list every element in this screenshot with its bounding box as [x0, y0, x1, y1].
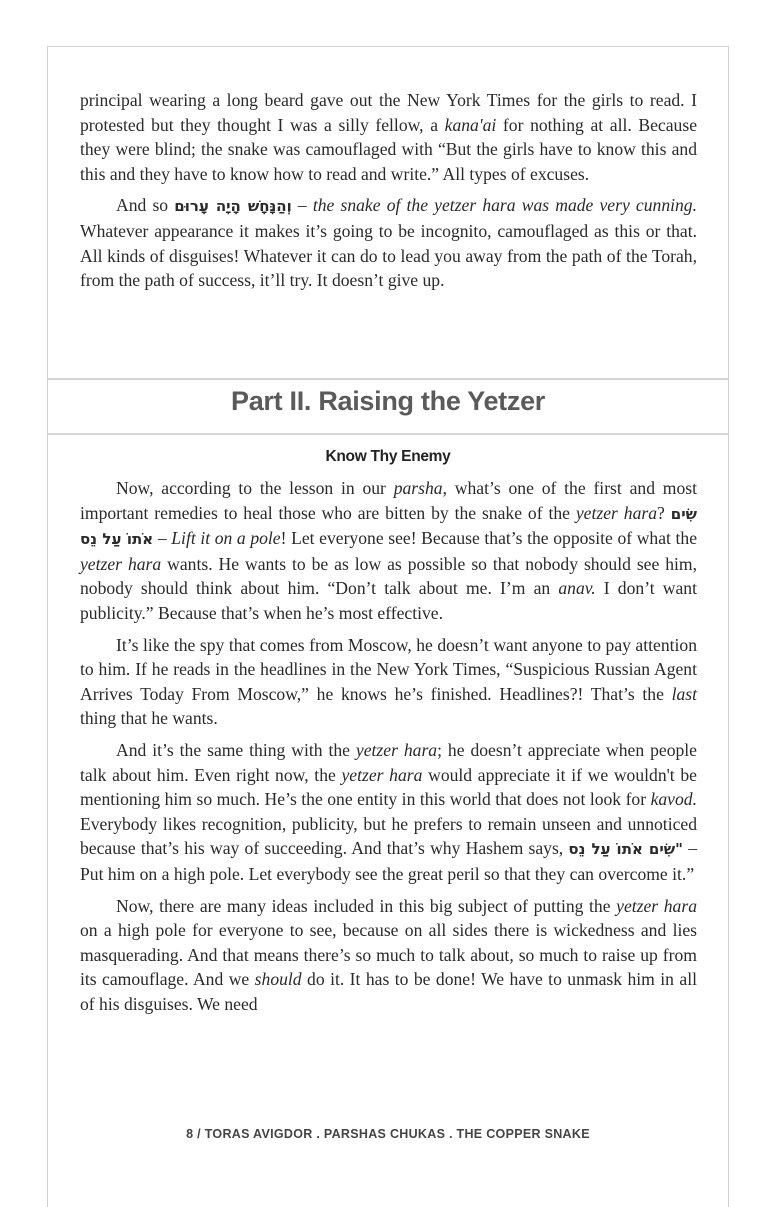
paragraph	[80, 894, 697, 1017]
paragraph	[80, 88, 697, 186]
text-run: would appreciate it if we wouldn't be mentioning him so much. He’s the one entity in this world that does not look for	[80, 764, 697, 810]
text-run: ! Let everyone see! Because that’s the opposite of what the	[280, 528, 698, 549]
italic-text: should	[254, 969, 302, 990]
italic-text: yetzer hara	[616, 895, 697, 916]
text-run: principal wearing a long beard gave out the New York Times for the girls to read. I protested but they thought I was a silly fellow, a	[80, 90, 697, 135]
hebrew-quote: "שִׂים אֹתוֹ עַל נֵס	[568, 840, 683, 859]
main-text-block	[80, 476, 697, 1023]
paragraph	[80, 193, 697, 292]
italic-text: anav.	[558, 578, 596, 599]
italic-text: yetzer hara	[575, 502, 658, 523]
italic-text: yetzer hara	[80, 553, 162, 574]
text-run: do it. It has to be done! We have to unmask him in all of his disguises. We need	[80, 969, 697, 1014]
hebrew-quote: שִׂים אֹתוֹ עַל נֵס	[80, 504, 697, 549]
text-run: And so	[116, 195, 175, 216]
italic-text: yetzer hara	[341, 764, 423, 785]
italic-text: Lift it on a pole	[171, 528, 281, 549]
paragraph	[80, 738, 697, 887]
text-run: And it’s the same thing with the	[116, 739, 356, 760]
italic-text: kavod.	[650, 789, 697, 810]
text-run: It’s like the spy that comes from Moscow, he doesn’t want anyone to pay attention to him. If he reads in the headlines in the New York Times, “Suspicious Russian Agent Arrives Today From Moscow,” he knows he’s finished. Headlines?! That’s the	[80, 634, 697, 704]
text-run: –	[153, 528, 172, 549]
text-run: –	[291, 195, 313, 216]
part-title: Part II. Raising the Yetzer	[230, 386, 545, 416]
text-run: , what’s one of the first and most important remedies to heal those who are bitten by the snake of the	[80, 478, 698, 523]
divider-top	[47, 378, 729, 380]
italic-text: yetzer hara	[355, 739, 438, 760]
text-run: ; he doesn’t appreciate when people talk about him. Even right now, the	[80, 739, 697, 785]
text-run: I don’t want publicity.” Because that’s when he’s most effective.	[80, 578, 697, 623]
text-run: on a high pole for everyone to see, because on all sides there is wickedness and lies masquerading. And that means there’s so much to talk about, so much to raise up from its camouflage. And we	[80, 920, 697, 990]
text-run: Whatever appearance it makes it’s going to be incognito, camouflaged as this or that. All kinds of disguises! Whatever it can do to lead you away from the path of the Torah, from the path of success, it’ll try. It doesn’t give up.	[80, 220, 697, 291]
text-run: ?	[657, 502, 671, 523]
text-run: – Put him on a high pole. Let everybody see the great peril so that they can overcome it.”	[80, 838, 697, 884]
italic-text: parsha	[393, 478, 443, 498]
page-footer: 8 / TORAS AVIGDOR . PARSHAS CHUKAS . THE COPPER SNAKE	[186, 1127, 590, 1141]
text-run: for nothing at all. Because they were blind; the snake was camouflaged with “But the girls have to know this and this and they have to know how to read and write.” All types of excuses.	[80, 114, 697, 184]
section-heading: Know Thy Enemy	[325, 448, 451, 465]
text-run: Everybody likes recognition, publicity, but he prefers to remain unseen and unnoticed because that’s his way of succeeding. And that’s why Hashem says,	[80, 813, 697, 859]
paragraph	[80, 633, 697, 731]
italic-text: last	[671, 683, 697, 704]
paragraph	[80, 476, 697, 626]
italic-text: the snake of the yetzer hara was made very cunning.	[312, 195, 697, 216]
text-run: wants. He wants to be as low as possible so that nobody should see him, nobody should think about him. “Don’t talk about me. I’m an	[80, 553, 697, 599]
text-run: Now, there are many ideas included in this big subject of putting the	[116, 895, 617, 916]
divider-bottom	[47, 433, 729, 435]
top-text-block	[80, 88, 697, 300]
text-run: thing that he wants.	[80, 708, 218, 729]
hebrew-quote: וְהַנָּחָשׁ הָיָה עָרוּם	[174, 197, 292, 216]
italic-text: kana'ai	[444, 114, 497, 135]
text-run: Now, according to the lesson in our	[116, 478, 394, 498]
